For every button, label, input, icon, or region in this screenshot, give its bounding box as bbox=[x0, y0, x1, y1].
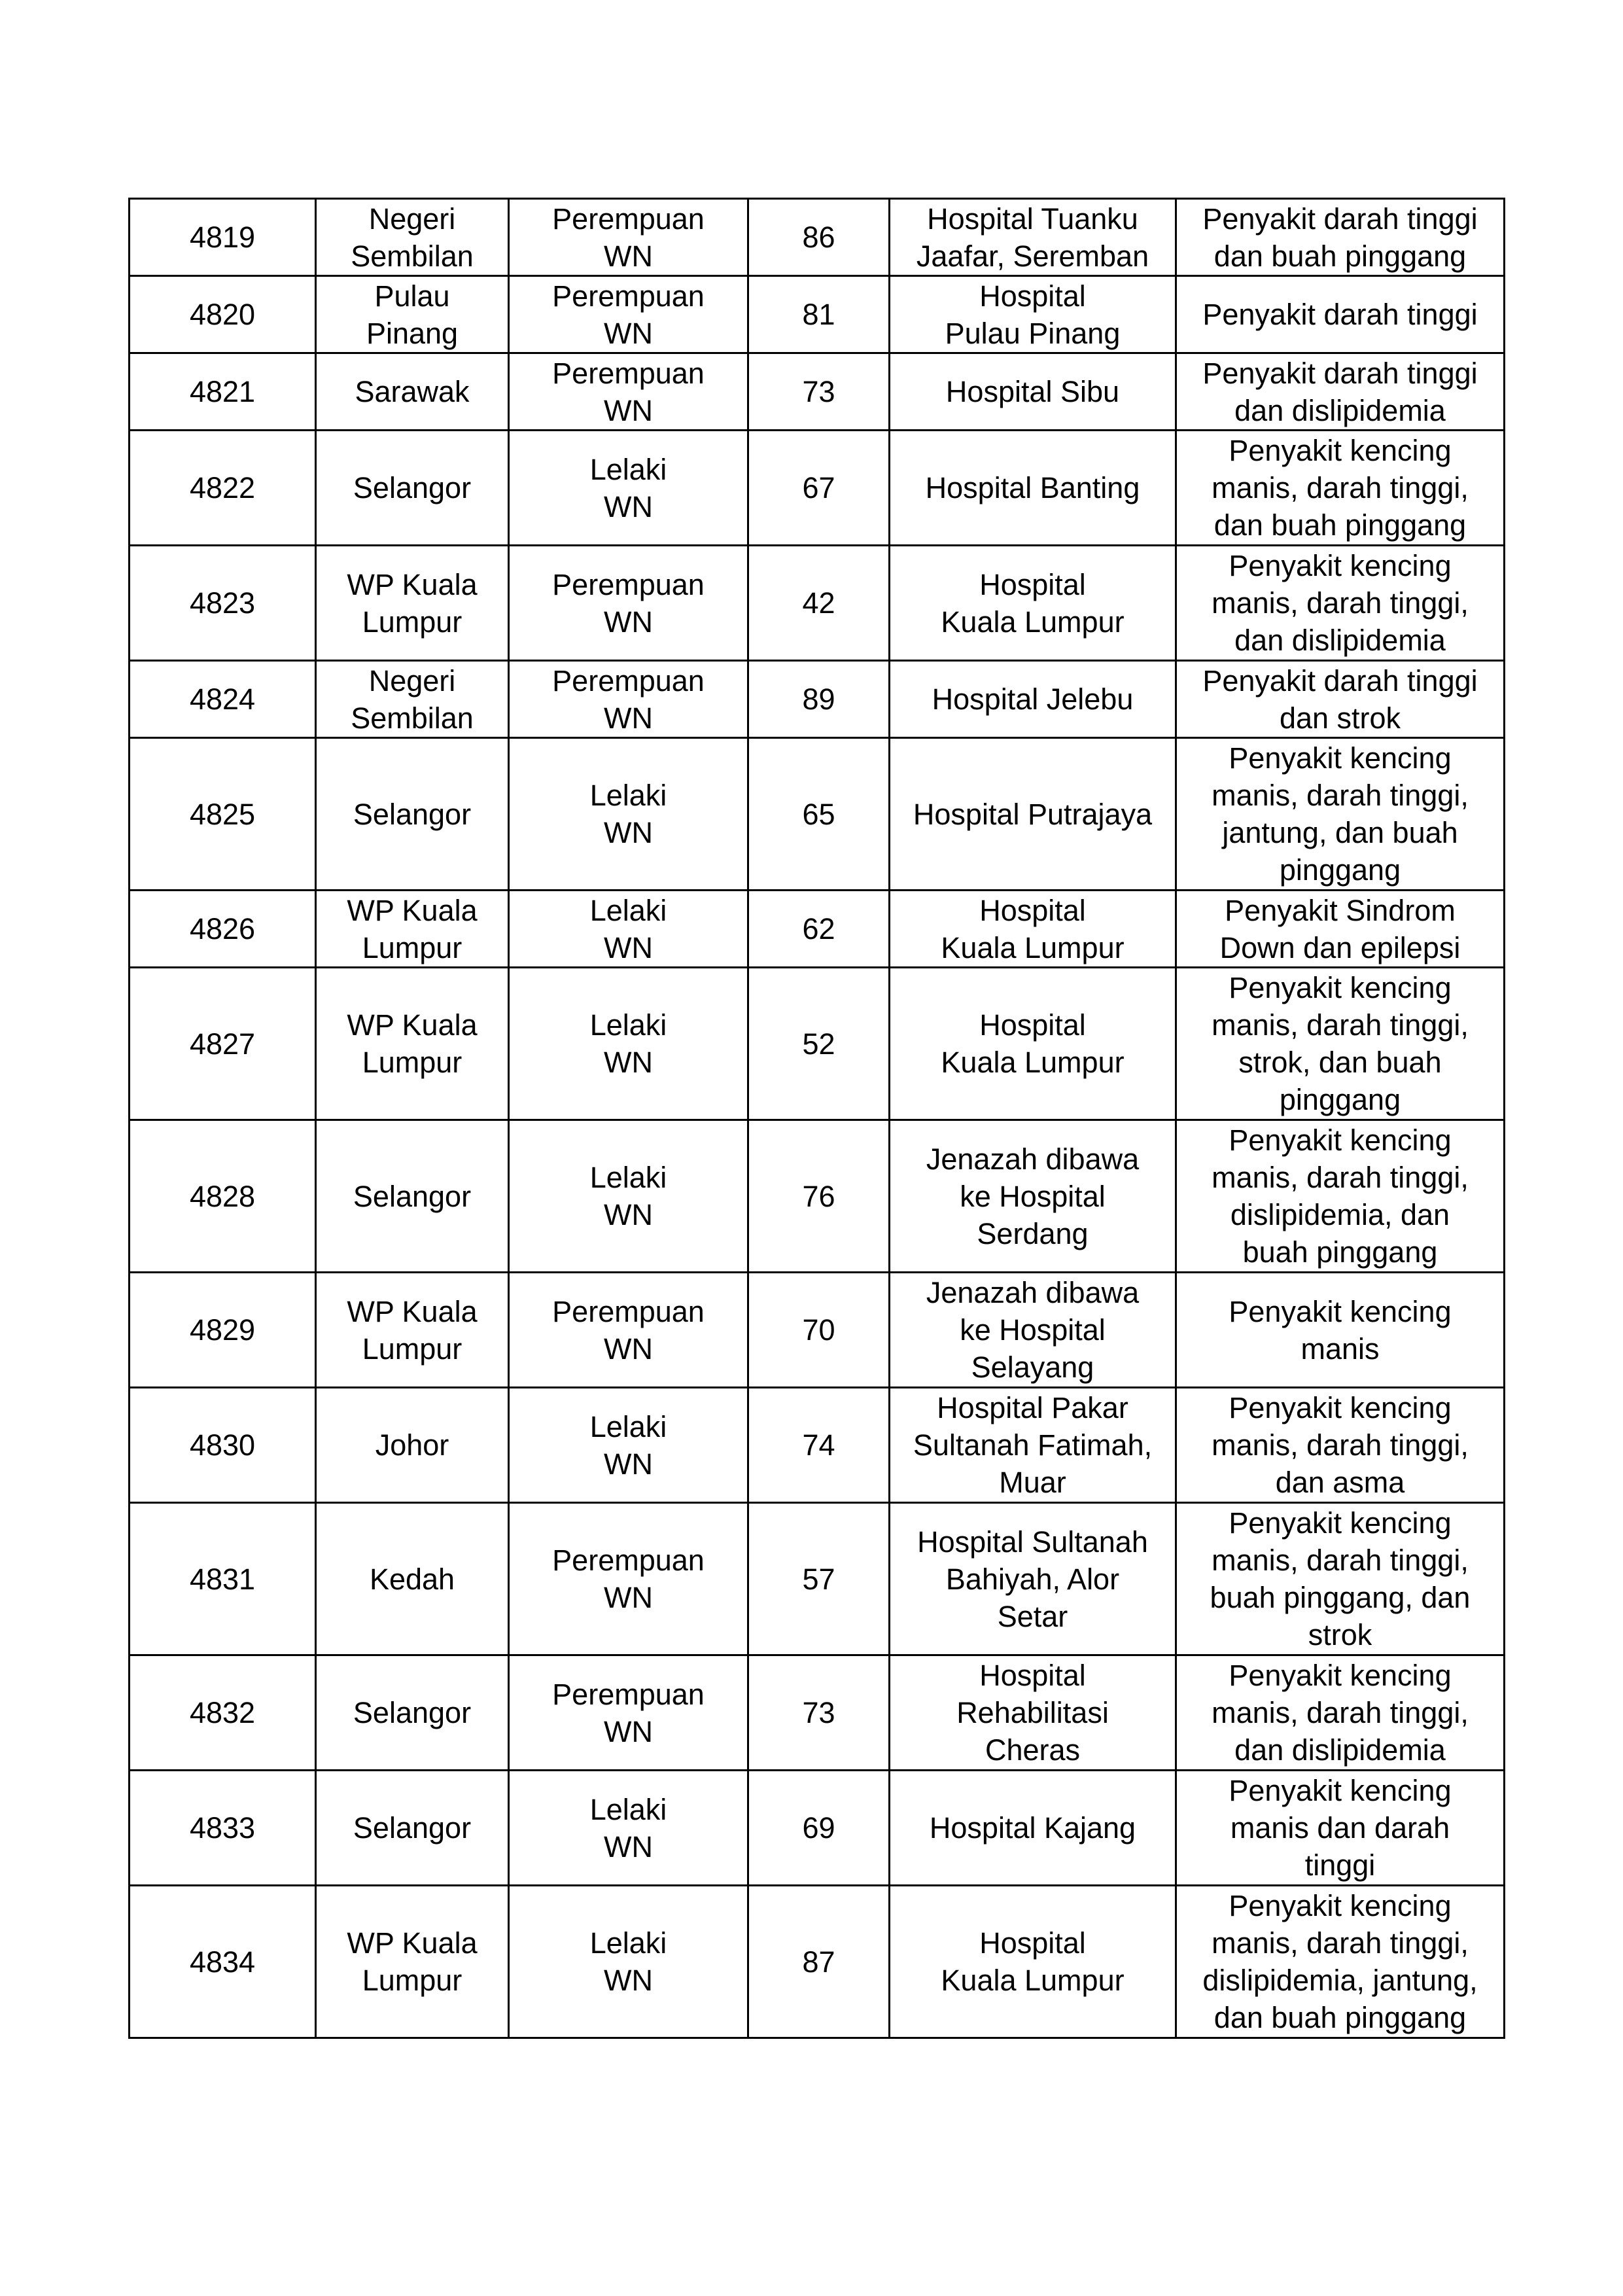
conditions-cell: Penyakit darah tinggi dan buah pinggang bbox=[1176, 199, 1505, 276]
gender-cell: Perempuan WN bbox=[509, 353, 748, 431]
place-cell: Hospital Kajang bbox=[890, 1771, 1176, 1886]
state-cell: WP Kuala Lumpur bbox=[316, 546, 509, 661]
case-number-cell: 4829 bbox=[130, 1273, 316, 1388]
state-cell: Selangor bbox=[316, 1771, 509, 1886]
place-cell: Hospital Rehabilitasi Cheras bbox=[890, 1655, 1176, 1771]
place-cell: Jenazah dibawa ke Hospital Selayang bbox=[890, 1273, 1176, 1388]
state-cell: Selangor bbox=[316, 738, 509, 891]
table-row bbox=[130, 1503, 1505, 1655]
table-row bbox=[130, 431, 1505, 546]
gender-cell: Perempuan WN bbox=[509, 1655, 748, 1771]
gender-cell: Perempuan WN bbox=[509, 199, 748, 276]
conditions-cell: Penyakit darah tinggi dan dislipidemia bbox=[1176, 353, 1505, 431]
age-cell: 73 bbox=[748, 353, 890, 431]
table-row bbox=[130, 276, 1505, 353]
table-row bbox=[130, 738, 1505, 891]
state-cell: Negeri Sembilan bbox=[316, 199, 509, 276]
conditions-cell: Penyakit kencing manis bbox=[1176, 1273, 1505, 1388]
conditions-cell: Penyakit kencing manis, darah tinggi, jantung, dan buah pinggang bbox=[1176, 738, 1505, 891]
table-row bbox=[130, 1120, 1505, 1273]
state-cell: Kedah bbox=[316, 1503, 509, 1655]
place-cell: Hospital Sultanah Bahiyah, Alor Setar bbox=[890, 1503, 1176, 1655]
place-cell: Hospital Putrajaya bbox=[890, 738, 1176, 891]
case-number-cell: 4828 bbox=[130, 1120, 316, 1273]
place-cell: Hospital Kuala Lumpur bbox=[890, 1886, 1176, 2038]
state-cell: Johor bbox=[316, 1388, 509, 1503]
state-cell: WP Kuala Lumpur bbox=[316, 891, 509, 968]
conditions-cell: Penyakit kencing manis, darah tinggi, dan dislipidemia bbox=[1176, 1655, 1505, 1771]
gender-cell: Perempuan WN bbox=[509, 1273, 748, 1388]
age-cell: 62 bbox=[748, 891, 890, 968]
table-row bbox=[130, 968, 1505, 1120]
gender-cell: Lelaki WN bbox=[509, 891, 748, 968]
case-number-cell: 4826 bbox=[130, 891, 316, 968]
conditions-cell: Penyakit kencing manis, darah tinggi, dan dislipidemia bbox=[1176, 546, 1505, 661]
age-cell: 76 bbox=[748, 1120, 890, 1273]
state-cell: Selangor bbox=[316, 1120, 509, 1273]
table-row bbox=[130, 891, 1505, 968]
gender-cell: Lelaki WN bbox=[509, 1388, 748, 1503]
table-row bbox=[130, 353, 1505, 431]
case-number-cell: 4825 bbox=[130, 738, 316, 891]
table-row bbox=[130, 1655, 1505, 1771]
gender-cell: Lelaki WN bbox=[509, 1771, 748, 1886]
age-cell: 69 bbox=[748, 1771, 890, 1886]
conditions-cell: Penyakit kencing manis, darah tinggi, dan asma bbox=[1176, 1388, 1505, 1503]
gender-cell: Lelaki WN bbox=[509, 431, 748, 546]
case-number-cell: 4833 bbox=[130, 1771, 316, 1886]
case-number-cell: 4822 bbox=[130, 431, 316, 546]
conditions-cell: Penyakit darah tinggi bbox=[1176, 276, 1505, 353]
state-cell: Pulau Pinang bbox=[316, 276, 509, 353]
conditions-cell: Penyakit kencing manis, darah tinggi, dan buah pinggang bbox=[1176, 431, 1505, 546]
age-cell: 57 bbox=[748, 1503, 890, 1655]
table-row bbox=[130, 1388, 1505, 1503]
place-cell: Hospital Kuala Lumpur bbox=[890, 546, 1176, 661]
state-cell: WP Kuala Lumpur bbox=[316, 1273, 509, 1388]
case-number-cell: 4819 bbox=[130, 199, 316, 276]
place-cell: Hospital Kuala Lumpur bbox=[890, 968, 1176, 1120]
age-cell: 65 bbox=[748, 738, 890, 891]
table-body bbox=[130, 199, 1505, 2038]
table-row bbox=[130, 199, 1505, 276]
age-cell: 42 bbox=[748, 546, 890, 661]
case-number-cell: 4824 bbox=[130, 661, 316, 738]
conditions-cell: Penyakit darah tinggi dan strok bbox=[1176, 661, 1505, 738]
age-cell: 86 bbox=[748, 199, 890, 276]
age-cell: 87 bbox=[748, 1886, 890, 2038]
place-cell: Hospital Sibu bbox=[890, 353, 1176, 431]
place-cell: Hospital Kuala Lumpur bbox=[890, 891, 1176, 968]
case-number-cell: 4827 bbox=[130, 968, 316, 1120]
case-number-cell: 4823 bbox=[130, 546, 316, 661]
case-number-cell: 4820 bbox=[130, 276, 316, 353]
conditions-cell: Penyakit kencing manis, darah tinggi, dislipidemia, dan buah pinggang bbox=[1176, 1120, 1505, 1273]
gender-cell: Perempuan WN bbox=[509, 546, 748, 661]
place-cell: Hospital Jelebu bbox=[890, 661, 1176, 738]
gender-cell: Perempuan WN bbox=[509, 1503, 748, 1655]
place-cell: Hospital Banting bbox=[890, 431, 1176, 546]
gender-cell: Lelaki WN bbox=[509, 1886, 748, 2038]
age-cell: 52 bbox=[748, 968, 890, 1120]
table-row bbox=[130, 661, 1505, 738]
death-cases-table bbox=[128, 198, 1505, 2039]
conditions-cell: Penyakit kencing manis, darah tinggi, buah pinggang, dan strok bbox=[1176, 1503, 1505, 1655]
place-cell: Hospital Pulau Pinang bbox=[890, 276, 1176, 353]
age-cell: 70 bbox=[748, 1273, 890, 1388]
gender-cell: Perempuan WN bbox=[509, 276, 748, 353]
place-cell: Hospital Tuanku Jaafar, Seremban bbox=[890, 199, 1176, 276]
age-cell: 74 bbox=[748, 1388, 890, 1503]
conditions-cell: Penyakit kencing manis dan darah tinggi bbox=[1176, 1771, 1505, 1886]
gender-cell: Perempuan WN bbox=[509, 661, 748, 738]
age-cell: 73 bbox=[748, 1655, 890, 1771]
gender-cell: Lelaki WN bbox=[509, 1120, 748, 1273]
state-cell: WP Kuala Lumpur bbox=[316, 968, 509, 1120]
place-cell: Jenazah dibawa ke Hospital Serdang bbox=[890, 1120, 1176, 1273]
place-cell: Hospital Pakar Sultanah Fatimah, Muar bbox=[890, 1388, 1176, 1503]
conditions-cell: Penyakit kencing manis, darah tinggi, dislipidemia, jantung, dan buah pinggang bbox=[1176, 1886, 1505, 2038]
case-number-cell: 4834 bbox=[130, 1886, 316, 2038]
state-cell: Sarawak bbox=[316, 353, 509, 431]
case-number-cell: 4830 bbox=[130, 1388, 316, 1503]
table-row bbox=[130, 1771, 1505, 1886]
age-cell: 89 bbox=[748, 661, 890, 738]
conditions-cell: Penyakit Sindrom Down dan epilepsi bbox=[1176, 891, 1505, 968]
table-row bbox=[130, 1886, 1505, 2038]
conditions-cell: Penyakit kencing manis, darah tinggi, strok, dan buah pinggang bbox=[1176, 968, 1505, 1120]
state-cell: Negeri Sembilan bbox=[316, 661, 509, 738]
case-number-cell: 4831 bbox=[130, 1503, 316, 1655]
gender-cell: Lelaki WN bbox=[509, 738, 748, 891]
age-cell: 67 bbox=[748, 431, 890, 546]
state-cell: Selangor bbox=[316, 431, 509, 546]
table-row bbox=[130, 546, 1505, 661]
case-number-cell: 4821 bbox=[130, 353, 316, 431]
state-cell: Selangor bbox=[316, 1655, 509, 1771]
gender-cell: Lelaki WN bbox=[509, 968, 748, 1120]
table-row bbox=[130, 1273, 1505, 1388]
case-number-cell: 4832 bbox=[130, 1655, 316, 1771]
age-cell: 81 bbox=[748, 276, 890, 353]
state-cell: WP Kuala Lumpur bbox=[316, 1886, 509, 2038]
